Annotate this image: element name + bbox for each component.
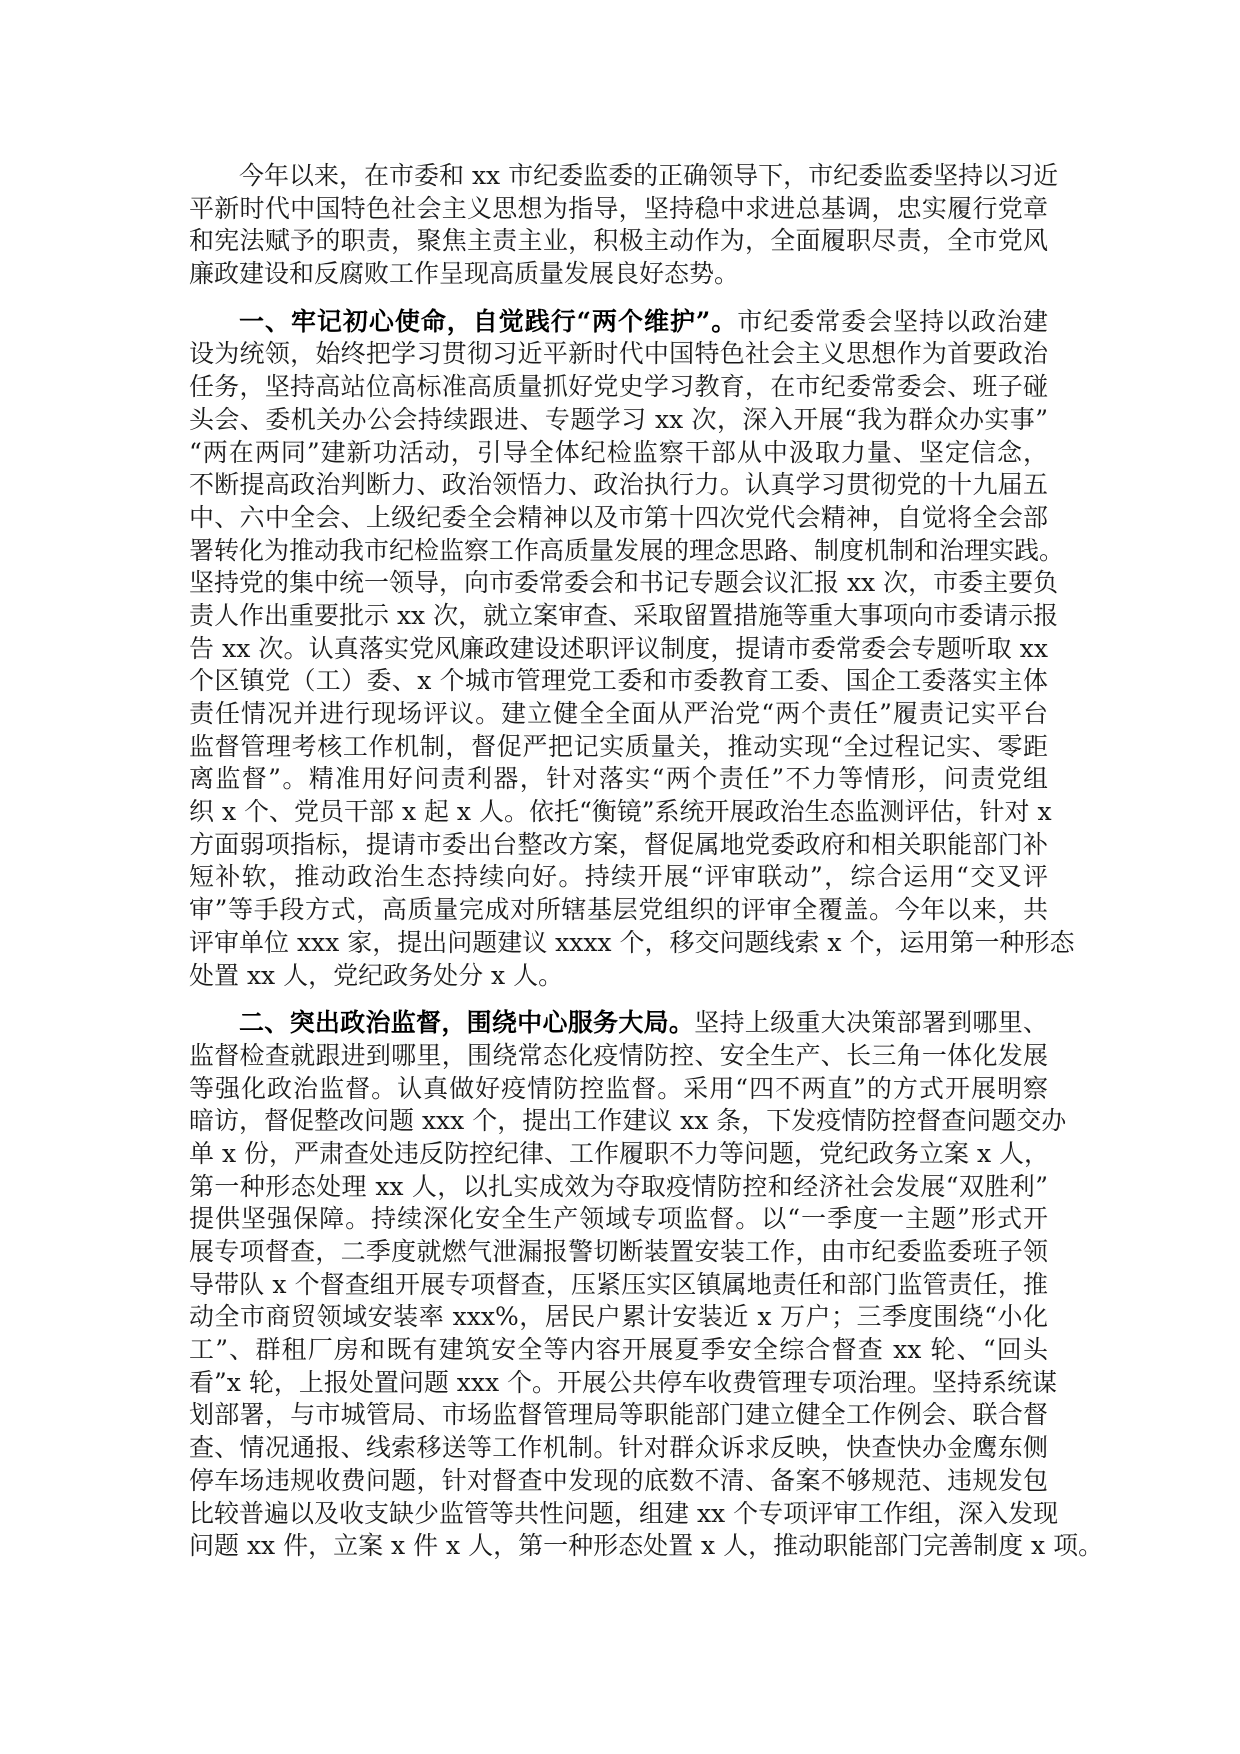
text-line: 暗访，督促整改问题 xxx 个，提出工作建议 xx 条，下发疫情防控督查问题交办 [189,1106,1067,1136]
text-line: 坚持党的集中统一领导，向市委常委会和书记专题会议汇报 xx 次，市委主要负 [189,568,1059,598]
text-line: 监督管理考核工作机制，督促严把记实质量关，推动实现“全过程记实、零距 [189,731,1048,761]
text-line: 设为统领，始终把学习贯彻习近平新时代中国特色社会主义思想作为首要政治 [189,339,1048,369]
text-span: 市纪委常委会坚持以政治建 [737,306,1048,336]
text-line: 提供坚强保障。持续深化安全生产领域专项监督。以“一季度一主题”形式开 [189,1204,1048,1234]
text-line: 告 xx 次。认真落实党风廉政建设述职评议制度，提请市委常委会专题听取 xx [189,633,1048,663]
text-line: 查、情况通报、线索移送等工作机制。针对群众诉求反映，快查快办金鹰东侧 [189,1433,1048,1463]
text-line: 处置 xx 人，党纪政务处分 x 人。 [189,960,564,990]
text-line: 监督检查就跟进到哪里，围绕常态化疫情防控、安全生产、长三角一体化发展 [189,1040,1048,1070]
text-line: 署转化为推动我市纪检监察工作高质量发展的理念思路、制度机制和治理实践。 [189,535,1065,565]
text-line: 不断提高政治判断力、政治领悟力、政治执行力。认真学习贯彻党的十九届五 [189,470,1048,500]
document-page [189,160,1104,1578]
text-line: 织 x 个、党员干部 x 起 x 人。依托“衡镜”系统开展政治生态监测评估，针对 x [189,797,1052,827]
text-line: 停车场违规收费问题，针对督查中发现的底数不清、备案不够规范、违规发包 [189,1465,1048,1495]
text-line: 看”x 轮，上报处置问题 xxx 个。开展公共停车收费管理专项治理。坚持系统谋 [189,1367,1058,1397]
text-line: 比较普遍以及收支缺少监管等共性问题，组建 xx 个专项评审工作组，深入发现 [189,1498,1059,1528]
text-line: 任务，坚持高站位高标准高质量抓好党史学习教育，在市纪委常委会、班子碰 [189,372,1048,402]
section-1-first-line [189,306,1048,339]
section-1-paragraph [189,306,1075,992]
text-line: “两在两同”建新功活动，引导全体纪检监察干部从中汲取力量、坚定信念， [189,437,1048,467]
text-line: 划部署，与市城管局、市场监督管理局等职能部门建立健全工作例会、联合督 [189,1400,1048,1430]
text-line: 问题 xx 件，立案 x 件 x 人，第一种形态处置 x 人，推动职能部门完善制度 x 项。 [189,1531,1104,1561]
text-line: 头会、委机关办公会持续跟进、专题学习 xx 次，深入开展“我为群众办实事” [189,404,1048,434]
text-line: 第一种形态处理 xx 人，以扎实成效为夺取疫情防控和经济社会发展“双胜利” [189,1171,1048,1201]
text-line: 今年以来，在市委和 xx 市纪委监委的正确领导下，市纪委监委坚持以习近 [239,161,1059,190]
text-line: 评审单位 xxx 家，提出问题建议 xxxx 个，移交问题线索 x 个，运用第一种形态 [189,927,1075,957]
section-1-heading: 一、牢记初心使命，自觉践行“两个维护”。 [239,306,738,336]
text-line: 廉政建设和反腐败工作呈现高质量发展良好态势。 [189,259,740,289]
text-line: 责人作出重要批示 xx 次，就立案审查、采取留置措施等重大事项向市委请示报 [189,600,1059,630]
text-line: 个区镇党（工）委、x 个城市管理党工委和市委教育工委、国企工委落实主体 [189,666,1048,696]
text-line: 和宪法赋予的职责，聚焦主责主业，积极主动作为，全面履职尽责，全市党风 [189,226,1048,256]
text-line: 离监督”。精准用好问责利器，针对落实“两个责任”不力等情形，问责党组 [189,764,1048,794]
text-line: 等强化政治监督。认真做好疫情防控监督。采用“四不两直”的方式开展明察 [189,1073,1048,1103]
text-line: 中、六中全会、上级纪委全会精神以及市第十四次党代会精神，自觉将全会部 [189,502,1048,532]
text-line: 单 x 份，严肃查处违反防控纪律、工作履职不力等问题，党纪政务立案 x 人， [189,1138,1049,1168]
text-line: 责任情况并进行现场评议。建立健全全面从严治党“两个责任”履责记实平台 [189,699,1048,728]
text-line: 平新时代中国特色社会主义思想为指导，坚持稳中求进总基调，忠实履行党章 [189,193,1048,223]
text-span: 坚持上级重大决策部署到哪里、 [694,1008,1048,1038]
text-line: 导带队 x 个督查组开展专项督查，压紧压实区镇属地责任和部门监管责任，推 [189,1269,1048,1299]
section-2-first-line [189,1007,1048,1040]
section-2-paragraph [189,1007,1104,1563]
text-line: 方面弱项指标，提请市委出台整改方案，督促属地党委政府和相关职能部门补 [189,829,1048,859]
text-line: 短补软，推动政治生态持续向好。持续开展“评审联动”，综合运用“交叉评 [189,862,1048,892]
intro-paragraph [189,160,1059,291]
text-line: 工”、群租厂房和既有建筑安全等内容开展夏季安全综合督查 xx 轮、“回头 [189,1335,1048,1365]
text-line: 审”等手段方式，高质量完成对所辖基层党组织的评审全覆盖。今年以来，共 [189,895,1048,925]
text-line: 动全市商贸领域安装率 xxx%，居民户累计安装近 x 万户；三季度围绕“小化 [189,1302,1048,1332]
section-2-heading: 二、突出政治监督，围绕中心服务大局。 [239,1008,695,1038]
text-line: 展专项督查，二季度就燃气泄漏报警切断装置安装工作，由市纪委监委班子领 [189,1237,1048,1266]
